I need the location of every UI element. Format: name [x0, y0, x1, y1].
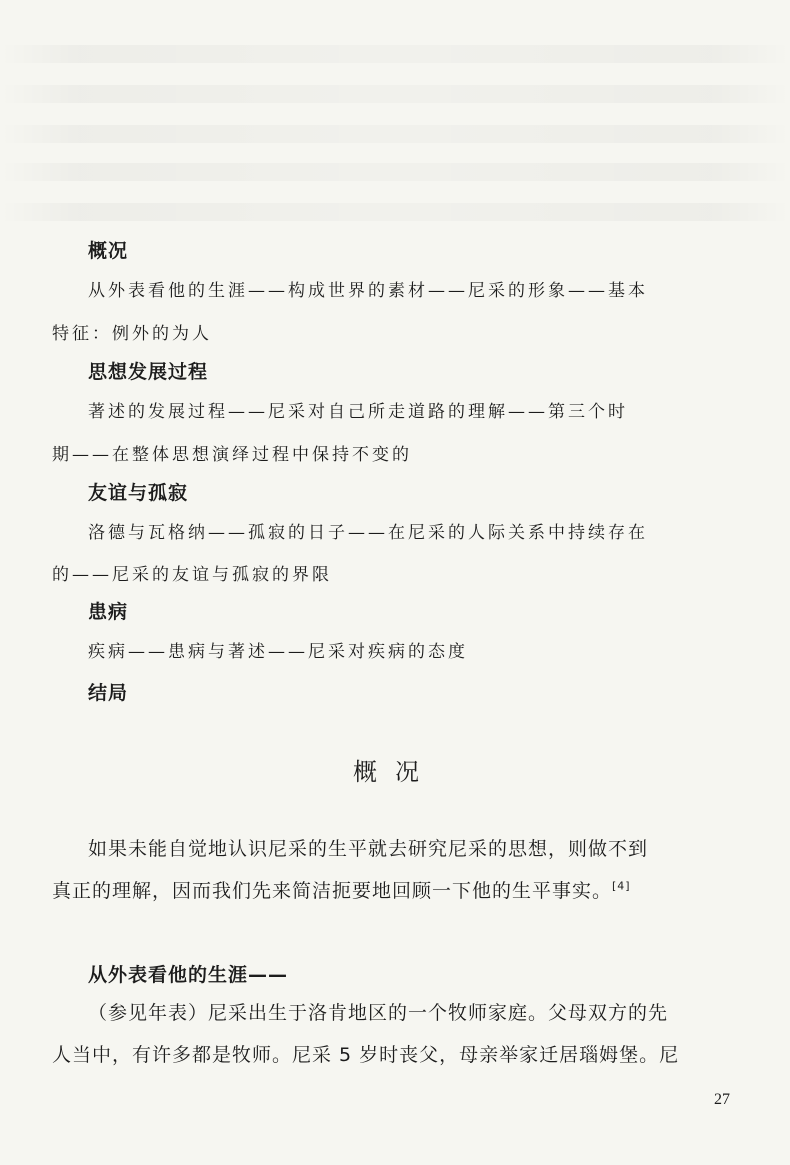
toc-line: 的——尼采的友谊与孤寂的界限	[52, 565, 332, 585]
paragraph-line: 人当中，有许多都是牧师。尼采 5 岁时丧父，母亲举家迁居瑙姆堡。尼	[52, 1044, 680, 1066]
bleed-through-line	[0, 163, 790, 181]
intro-line: 如果未能自觉地认识尼采的生平就去研究尼采的思想，则做不到	[88, 838, 649, 860]
toc-line: 从外表看他的生涯——构成世界的素材——尼采的形象——基本	[88, 281, 648, 301]
page-number: 27	[714, 1091, 730, 1108]
toc-line: 洛德与瓦格纳——孤寂的日子——在尼采的人际关系中持续存在	[88, 523, 648, 543]
footnote-marker: [4]	[612, 879, 631, 893]
toc-heading-overview: 概况	[88, 240, 129, 262]
toc-line: 特征：例外的为人	[52, 324, 212, 344]
toc-heading-illness: 患病	[88, 601, 129, 623]
toc-heading-friendship: 友谊与孤寂	[88, 482, 189, 504]
bleed-through-line	[0, 45, 790, 63]
paragraph-line: （参见年表）尼采出生于洛肯地区的一个牧师家庭。父母双方的先	[88, 1002, 669, 1024]
toc-heading-ending: 结局	[88, 682, 129, 704]
intro-line: 真正的理解，因而我们先来简洁扼要地回顾一下他的生平事实。[4]	[52, 879, 631, 902]
toc-line: 期——在整体思想演绎过程中保持不变的	[52, 445, 412, 465]
bleed-through-line	[0, 85, 790, 103]
section-title: 概况	[353, 758, 437, 786]
bleed-through-line	[0, 203, 790, 221]
bleed-through-line	[0, 125, 790, 143]
toc-line: 疾病——患病与著述——尼采对疾病的态度	[88, 642, 468, 662]
toc-line: 著述的发展过程——尼采对自己所走道路的理解——第三个时	[88, 402, 628, 422]
subheading: 从外表看他的生涯——	[88, 964, 289, 986]
toc-heading-development: 思想发展过程	[88, 361, 209, 383]
